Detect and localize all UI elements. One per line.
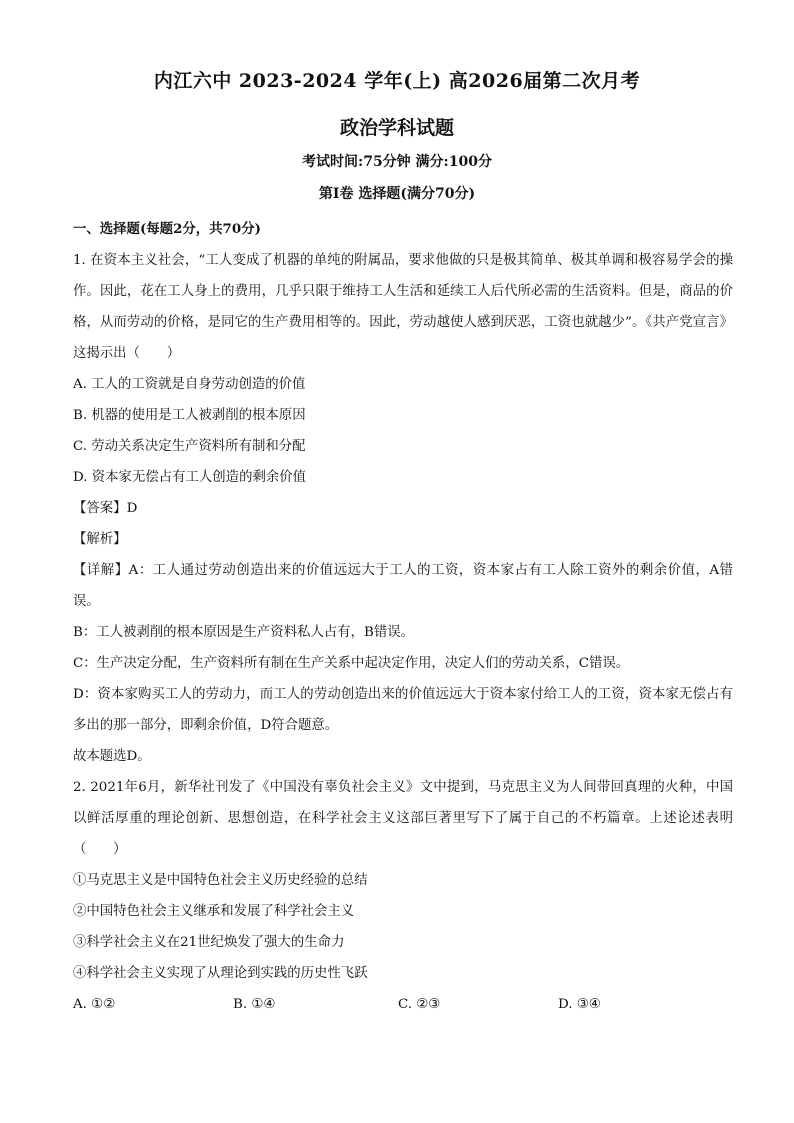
q2-statement-3: ③科学社会主义在21世纪焕发了强大的生命力	[73, 935, 345, 950]
exam-title: 内江六中 2023-2024 学年(上) 高2026届第二次月考	[153, 70, 641, 92]
q1-option-b: B. 机器的使用是工人被剥削的根本原因	[73, 408, 306, 423]
q2-option-a: A. ①②	[73, 997, 116, 1012]
q2-options	[73, 989, 733, 1020]
q2-statement-2: ②中国特色社会主义继承和发展了科学社会主义	[73, 904, 355, 919]
q1-option-d: D. 资本家无偿占有工人创造的剩余价值	[73, 470, 307, 485]
detail-label: 【详解】	[73, 563, 129, 578]
q1-option-a: A. 工人的工资就是自身劳动创造的价值	[73, 377, 306, 392]
q2-stem: 2. 2021年6月，新华社刊发了《中国没有辜负社会主义》文中提到，马克思主义为人间带回真理的火种，中国以鲜活厚重的理论创新、思想创造，在科学社会主义这部巨著里写下了属于自己的不朽篇章。上述论述表明（ ）	[73, 780, 733, 857]
q1-detail-a	[73, 555, 733, 617]
q2-statement-1: ①马克思主义是中国特色社会主义历史经验的总结	[73, 873, 368, 888]
q1-analysis-label: 【解析】	[73, 532, 127, 547]
exam-info: 考试时间:75分钟 满分:100分	[302, 154, 492, 170]
q2-option-c: C. ②③	[398, 997, 441, 1012]
q1-option-c: C. 劳动关系决定生产资料所有制和分配	[73, 439, 306, 454]
q2-option-b: B. ①④	[233, 997, 276, 1012]
answer-label: 【答案】	[73, 501, 127, 516]
q2-statement-4: ④科学社会主义实现了从理论到实践的历史性飞跃	[73, 966, 368, 981]
detail-a-text: A：工人通过劳动创造出来的价值远远大于工人的工资，资本家占有工人除工资外的剩余价值，A错误。	[73, 563, 734, 609]
subject-title: 政治学科试题	[339, 117, 454, 139]
q2-option-d: D. ③④	[558, 997, 601, 1012]
q1-detail-b: B：工人被剥削的根本原因是生产资料私人占有，B错误。	[73, 625, 415, 640]
section-heading: 一、选择题(每题2分，共70分)	[73, 221, 261, 237]
answer-value: D	[126, 501, 138, 516]
q1-conclusion: 故本题选D。	[73, 749, 151, 764]
volume-title: 第Ⅰ卷 选择题(满分70分)	[318, 186, 476, 202]
q1-answer	[73, 493, 733, 524]
q1-detail-d: D：资本家购买工人的劳动力，而工人的劳动创造出来的价值远远大于资本家付给工人的工资，资本家无偿占有多出的那一部分，即剩余价值，D符合题意。	[73, 687, 733, 733]
q1-stem: 1. 在资本主义社会，“工人变成了机器的单纯的附属品，要求他做的只是极其简单、极其单调和极容易学会的操作。因此，花在工人身上的费用，几乎只限于维持工人生活和延续工人后代所必需的生活资料。但是，商品的价格，从而劳动的价格，是同它的生产费用相等的。因此，劳动越使人感到厌恶，工资也就越少”。《共产党宣言》这揭示出（ ）	[73, 253, 733, 361]
question-body	[73, 214, 733, 1020]
q1-detail-c: C：生产决定分配，生产资料所有制在生产关系中起决定作用，决定人们的劳动关系，C错误。	[73, 656, 630, 671]
